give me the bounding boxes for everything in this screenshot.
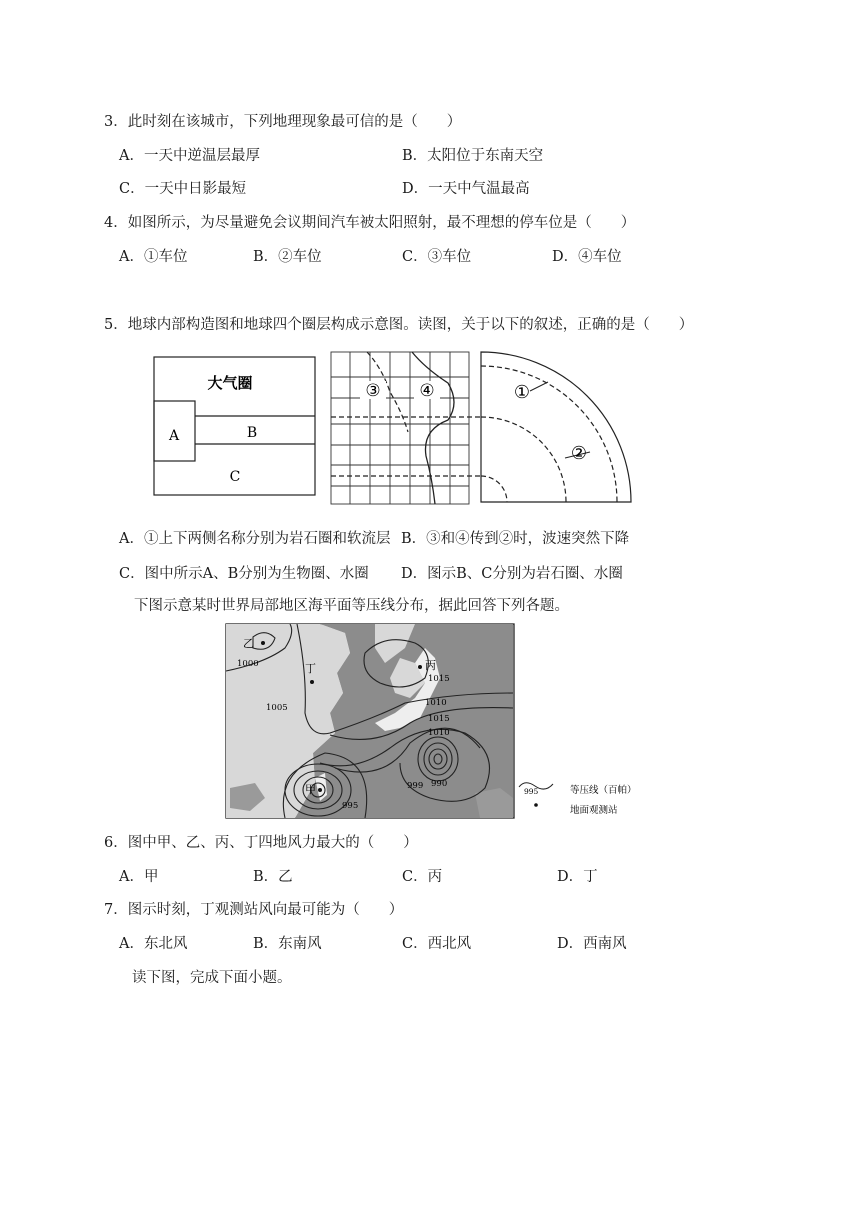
- map-label-yi: 乙: [243, 637, 254, 650]
- q4-option-d: D．④车位: [552, 249, 622, 265]
- isobar-map: [225, 623, 645, 821]
- q4-option-a: A．①车位: [119, 249, 188, 265]
- q5-stem: 5．地球内部构造图和地球四个圈层构成示意图。读图，关于以下的叙述，正确的是（ ）: [104, 317, 694, 333]
- q7-option-b: B．东南风: [253, 936, 322, 952]
- q4-option-b: B．②车位: [253, 249, 322, 265]
- q3-option-b: B．太阳位于东南天空: [402, 148, 544, 164]
- q6-option-c: C．丙: [402, 869, 443, 885]
- isobar-label-999: 999: [407, 781, 424, 791]
- q7-stem: 7．图示时刻，丁观测站风向最可能为（ ）: [104, 902, 404, 918]
- q7-option-a: A．东北风: [119, 936, 188, 952]
- q4-stem: 4．如图所示，为尽量避免会议期间汽车被太阳照射，最不理想的停车位是（ ）: [104, 215, 636, 231]
- earth-structure-figure: [150, 348, 640, 508]
- isobar-label-1015a: 1015: [428, 674, 450, 684]
- box-title-atmosphere: 大气圈: [207, 374, 253, 392]
- q6-option-a: A．甲: [119, 869, 159, 885]
- q3-option-c: C．一天中日影最短: [119, 181, 247, 197]
- map-label-ding: 丁: [305, 662, 316, 675]
- isobar-label-1010a: 1010: [425, 698, 447, 708]
- q6-option-d: D．丁: [557, 869, 598, 885]
- q5-option-d: D．图示B、C分别为岩石圈、水圈: [401, 566, 623, 582]
- isobar-label-990: 990: [431, 779, 448, 789]
- wave-4-curve: [412, 352, 454, 504]
- box-label-a: A: [168, 428, 180, 444]
- layer-1-label: ①: [513, 382, 531, 403]
- legend-station-text: 地面观测站: [570, 805, 618, 816]
- q3-stem: 3．此时刻在该城市，下列地理现象最可信的是（ ）: [104, 114, 462, 130]
- q3-option-d: D．一天中气温最高: [402, 181, 530, 197]
- q6-stem: 6．图中甲、乙、丙、丁四地风力最大的（ ）: [104, 835, 418, 851]
- legend-isobar-text: 等压线（百帕）: [570, 785, 637, 796]
- q5-option-c: C．图中所示A、B分别为生物圈、水圈: [119, 566, 369, 582]
- box-label-c: C: [229, 469, 241, 485]
- wave-3-label: ③: [365, 381, 381, 401]
- layer-2-label: ②: [570, 443, 588, 464]
- isobar-label-1000: 1000: [237, 659, 259, 669]
- closing-instruction: 读下图，完成下面小题。: [132, 970, 292, 986]
- isobar-label-995: 995: [342, 801, 359, 811]
- map-label-jia: 甲: [305, 783, 316, 796]
- legend-station-dot: [534, 803, 538, 807]
- box-label-b: B: [246, 425, 258, 441]
- earth-layers-quadrant: [481, 352, 631, 502]
- map-label-bing: 丙: [425, 659, 436, 672]
- q5-option-b: B．③和④传到②时，波速突然下降: [401, 531, 630, 547]
- intro-6-7: 下图示意某时世界局部地区海平面等压线分布，据此回答下列各题。: [134, 598, 569, 614]
- q6-option-b: B．乙: [253, 869, 293, 885]
- seismic-wave-grid: [331, 352, 469, 504]
- q7-option-c: C．西北风: [402, 936, 472, 952]
- q4-option-c: C．③车位: [402, 249, 472, 265]
- wave-4-label: ④: [419, 381, 435, 401]
- q5-option-a: A．①上下两侧名称分别为岩石圈和软流层: [119, 531, 391, 547]
- legend-isobar-value: 995: [524, 787, 539, 796]
- isobar-label-1005: 1005: [266, 703, 288, 713]
- isobar-label-1015b: 1015: [428, 714, 450, 724]
- isobar-label-1010b: 1010: [428, 728, 450, 738]
- q3-option-a: A．一天中逆温层最厚: [119, 148, 260, 164]
- q7-option-d: D．西南风: [557, 936, 627, 952]
